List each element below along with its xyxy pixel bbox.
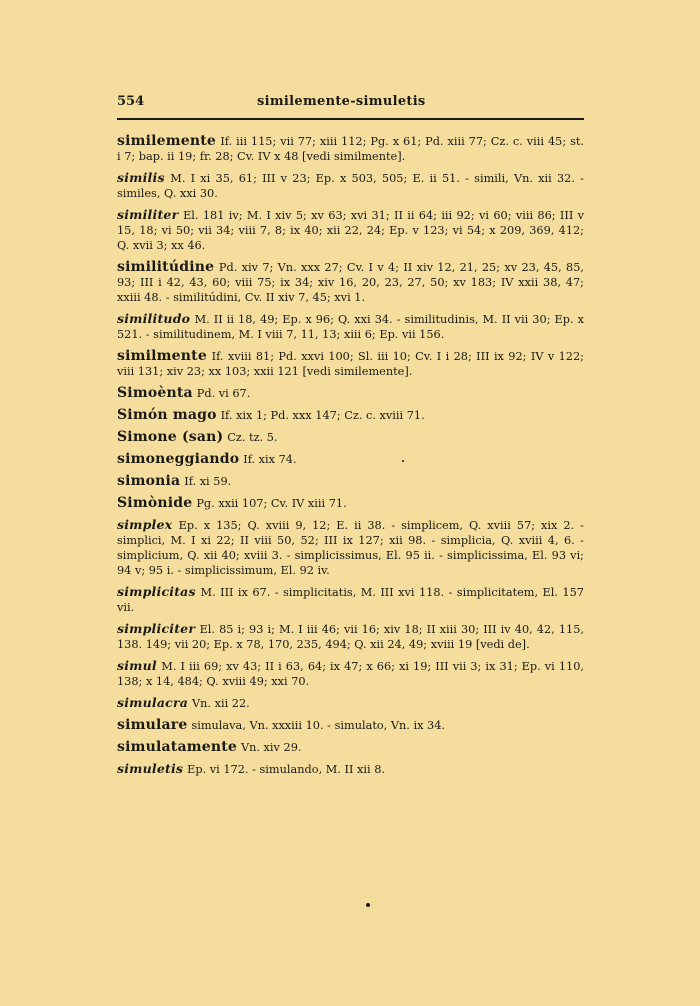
entry-references: M. II ii 18, 49; Ep. x 96; Q. xxi 34. - similitudinis, M. II vii 30; Ep. x 521. - similitudinem, M. I viii 7, 11, 13; xiii 6; Ep. vii 156. (117, 313, 584, 341)
dictionary-entry (117, 386, 584, 401)
entry-references: Pd. xiv 7; Vn. xxx 27; Cv. I v 4; II xiv 12, 21, 25; xv 23, 45, 85, 93; III i 42, 43, 60; viii 75; ix 34; xiv 16, 20, 23, 27, 50; xv 183; IV xxii 38, 47; xxiii 48. - similitúdini, Cv. II xiv 7, 45; xvi 1. (117, 261, 584, 304)
entry-references: El. 181 iv; M. I xiv 5; xv 63; xvi 31; II ii 64; iii 92; vi 60; viii 86; III v 15, 18; vi 50; vii 34; viii 7, 8; ix 40; xii 22, 24; Ep. v 123; vi 54; x 209, 369, 412; Q. xvii 3; xx 46. (117, 209, 585, 252)
entry-headword: similitúdine (117, 259, 215, 275)
dictionary-entry (117, 430, 584, 445)
entry-headword: simulacra (117, 695, 189, 710)
page-number: 554 (117, 94, 145, 109)
dictionary-entry (117, 518, 584, 578)
dictionary-entry (117, 762, 584, 777)
entry-references: M. III ix 67. - simplicitatis, M. III xvi 118. - simplicitatem, El. 157 vii. (117, 586, 584, 614)
dictionary-entry (117, 496, 584, 511)
entry-references: Cz. tz. 5. (227, 431, 278, 444)
dictionary-entry (117, 474, 584, 489)
entry-references: Vn. xii 22. (191, 697, 250, 710)
end-mark (366, 903, 370, 907)
running-head (117, 92, 584, 120)
entry-headword: Simoènta (117, 385, 193, 401)
entry-headword: simul (117, 658, 157, 673)
entry-headword: simulare (117, 717, 188, 733)
dictionary-entry (117, 260, 584, 305)
entry-list (117, 134, 584, 777)
entry-headword: similemente (117, 133, 217, 149)
entry-headword: Simònide (117, 495, 193, 511)
entry-headword: simoneggiando (117, 451, 240, 467)
dictionary-entry (117, 312, 584, 342)
dictionary-entry (117, 718, 584, 733)
entry-references: If. xix 1; Pd. xxx 147; Cz. c. xviii 71. (220, 409, 425, 422)
entry-headword: similis (117, 170, 165, 185)
entry-references: If. xviii 81; Pd. xxvi 100; Sl. iii 10; Cv. I i 28; III ix 92; IV v 122; viii 131; xiv 23; xx 103; xxii 121 [vedi similemente]. (117, 350, 584, 378)
entry-headword: simplicitas (117, 584, 196, 599)
entry-references: If. xix 74. (243, 453, 297, 466)
dictionary-entry (117, 659, 584, 689)
ink-speck (402, 460, 404, 462)
entry-references: M. I iii 69; xv 43; II i 63, 64; ix 47; x 66; xi 19; III vii 3; ix 31; Ep. vi 110, 138; x 14, 484; Q. xviii 49; xxi 70. (117, 660, 585, 688)
entry-references: El. 85 i; 93 i; M. I iii 46; vii 16; xiv 18; II xiii 30; III iv 40, 42, 115, 138. 149; vii 20; Ep. x 78, 170, 235, 494; Q. xii 24, 49; xviii 19 [vedi de]. (117, 623, 585, 651)
entry-headword: simplex (117, 517, 173, 532)
entry-references: Ep. x 135; Q. xviii 9, 12; E. ii 38. - simplicem, Q. xviii 57; xix 2. - simplici, M. I xi 22; II viii 50, 52; III ix 127; xii 98. - simplicia, Q. xviii 4, 6. - simplicium, Q. xii 40; xviii 3. - simplicissimus, El. 95 ii. - simplicissima, El. 93 vi; 94 v; 95 i. - simplicissimum, El. 92 iv. (117, 519, 584, 577)
entry-references: If. xi 59. (184, 475, 232, 488)
entry-headword: simpliciter (117, 621, 196, 636)
entry-headword: simuletis (117, 761, 184, 776)
dictionary-entry (117, 696, 584, 711)
entry-references: simulava, Vn. xxxiii 10. - simulato, Vn. ix 34. (191, 719, 446, 732)
entry-headword: similmente (117, 348, 207, 364)
dictionary-entry (117, 171, 584, 201)
dictionary-entry (117, 740, 584, 755)
dictionary-entry (117, 134, 584, 164)
dictionary-entry (117, 585, 584, 615)
entry-references: Pg. xxii 107; Cv. IV xiii 71. (196, 497, 347, 510)
entry-headword: simulatamente (117, 739, 237, 755)
dictionary-entry (117, 208, 584, 253)
entry-headword: Simone (san) (117, 429, 224, 445)
entry-headword: simonia (117, 473, 181, 489)
dictionary-entry (117, 408, 584, 423)
entry-headword: similiter (117, 207, 179, 222)
running-title: similemente-simuletis (257, 94, 426, 109)
entry-references: Pd. vi 67. (196, 387, 251, 400)
dictionary-entry (117, 452, 584, 467)
dictionary-entry (117, 622, 584, 652)
dictionary-page (117, 92, 584, 784)
entry-references: Vn. xiv 29. (240, 741, 302, 754)
dictionary-entry (117, 349, 584, 379)
entry-headword: Simón mago (117, 407, 217, 423)
entry-references: Ep. vi 172. - simulando, M. II xii 8. (187, 763, 385, 776)
entry-references: If. iii 115; vii 77; xiii 112; Pg. x 61; Pd. xiii 77; Cz. c. viii 45; st. i 7; bap. ii 19; fr. 28; Cv. IV x 48 [vedi similmente]. (117, 135, 584, 163)
entry-headword: similitudo (117, 311, 191, 326)
entry-references: M. I xi 35, 61; III v 23; Ep. x 503, 505; E. ii 51. - simili, Vn. xii 32. - similes, Q. xxi 30. (117, 172, 584, 200)
